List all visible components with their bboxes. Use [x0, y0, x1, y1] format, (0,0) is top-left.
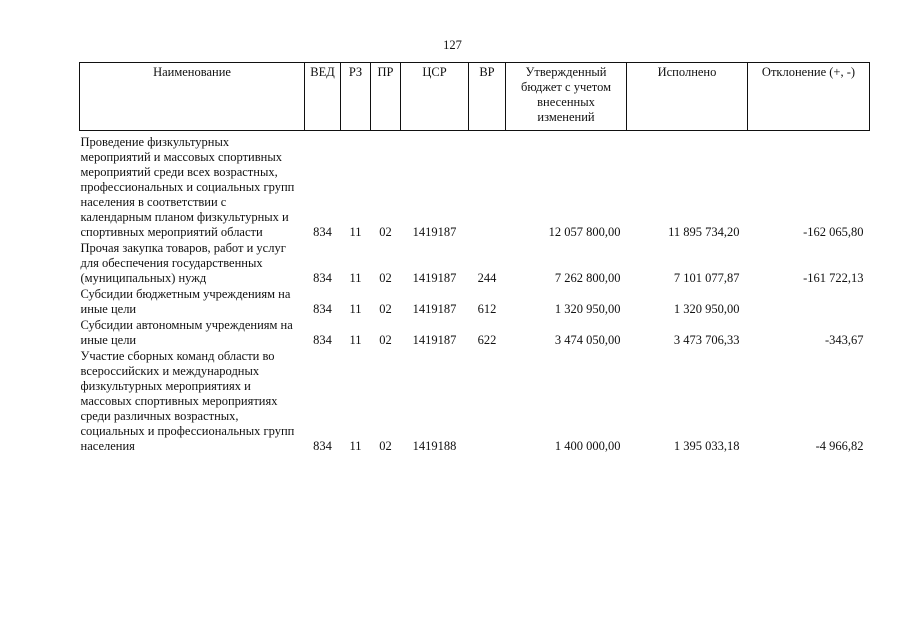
- row-rz: 11: [349, 271, 362, 285]
- row-deviation: -4 966,82: [815, 439, 864, 453]
- col-header-executed: Исполнено: [627, 63, 748, 131]
- row-executed: 3 473 706,33: [673, 333, 740, 347]
- row-pr: 02: [379, 271, 392, 285]
- row-csr: 1419187: [412, 271, 457, 285]
- row-name: Прочая закупка товаров, работ и услуг для обеспечения государственных (муниципальных) нужд: [80, 241, 286, 285]
- col-header-pr: ПР: [371, 63, 401, 131]
- table-row: [80, 241, 870, 287]
- row-pr: 02: [379, 439, 392, 453]
- row-ved: 834: [313, 333, 332, 347]
- row-rz: 11: [349, 439, 362, 453]
- row-csr: 1419187: [412, 225, 457, 239]
- col-header-deviation: Отклонение (+, -): [748, 63, 870, 131]
- row-executed: 1 320 950,00: [673, 302, 740, 316]
- col-header-approved: Утвержденный бюджет с учетом внесенных изменений: [506, 63, 627, 131]
- row-approved: 1 320 950,00: [554, 302, 621, 316]
- row-approved: 1 400 000,00: [554, 439, 621, 453]
- row-deviation: [748, 287, 870, 318]
- row-csr: 1419187: [412, 302, 457, 316]
- row-rz: 11: [349, 333, 362, 347]
- col-header-name: Наименование: [80, 63, 305, 131]
- page-number: 127: [443, 38, 462, 52]
- row-executed: 1 395 033,18: [673, 439, 740, 453]
- row-vr: 244: [477, 271, 497, 285]
- row-executed: 11 895 734,20: [668, 225, 740, 239]
- row-vr: [469, 349, 506, 455]
- table-body: [80, 131, 870, 456]
- row-pr: 02: [379, 225, 392, 239]
- row-name: Участие сборных команд области во всероссийских и международных физкультурных мероприятиях и массовых спортивных мероприятиях среди различных возрастных, социальных и профессиональных групп населения: [80, 349, 295, 453]
- table-row: [80, 349, 870, 455]
- row-vr: [469, 135, 506, 241]
- col-header-vr: ВР: [469, 63, 506, 131]
- row-deviation: -161 722,13: [803, 271, 864, 285]
- budget-table: [79, 62, 870, 455]
- row-pr: 02: [379, 333, 392, 347]
- col-header-ved: ВЕД: [305, 63, 341, 131]
- row-ved: 834: [313, 302, 332, 316]
- row-vr: 622: [477, 333, 497, 347]
- table-row: [80, 318, 870, 349]
- row-approved: 7 262 800,00: [554, 271, 621, 285]
- row-name: Субсидии автономным учреждениям на иные цели: [80, 318, 293, 347]
- table-row: [80, 287, 870, 318]
- row-approved: 3 474 050,00: [554, 333, 621, 347]
- row-rz: 11: [349, 225, 362, 239]
- table-header: [80, 63, 870, 131]
- row-pr: 02: [379, 302, 392, 316]
- col-header-rz: РЗ: [341, 63, 371, 131]
- row-csr: 1419188: [412, 439, 457, 453]
- row-ved: 834: [313, 271, 332, 285]
- row-vr: 612: [477, 302, 497, 316]
- row-ved: 834: [313, 439, 332, 453]
- row-ved: 834: [313, 225, 332, 239]
- col-header-csr: ЦСР: [401, 63, 469, 131]
- row-name: Субсидии бюджетным учреждениям на иные цели: [80, 287, 291, 316]
- row-deviation: -162 065,80: [803, 225, 864, 239]
- row-executed: 7 101 077,87: [673, 271, 740, 285]
- row-deviation: -343,67: [824, 333, 864, 347]
- row-approved: 12 057 800,00: [548, 225, 621, 239]
- row-name: Проведение физкультурных мероприятий и массовых спортивных мероприятий среди всех возрастных, профессиональных и социальных групп населения в соответствии с календарным планом физкультурных и спортивных мероприятий области: [80, 135, 295, 239]
- row-rz: 11: [349, 302, 362, 316]
- row-csr: 1419187: [412, 333, 457, 347]
- table-row: [80, 135, 870, 241]
